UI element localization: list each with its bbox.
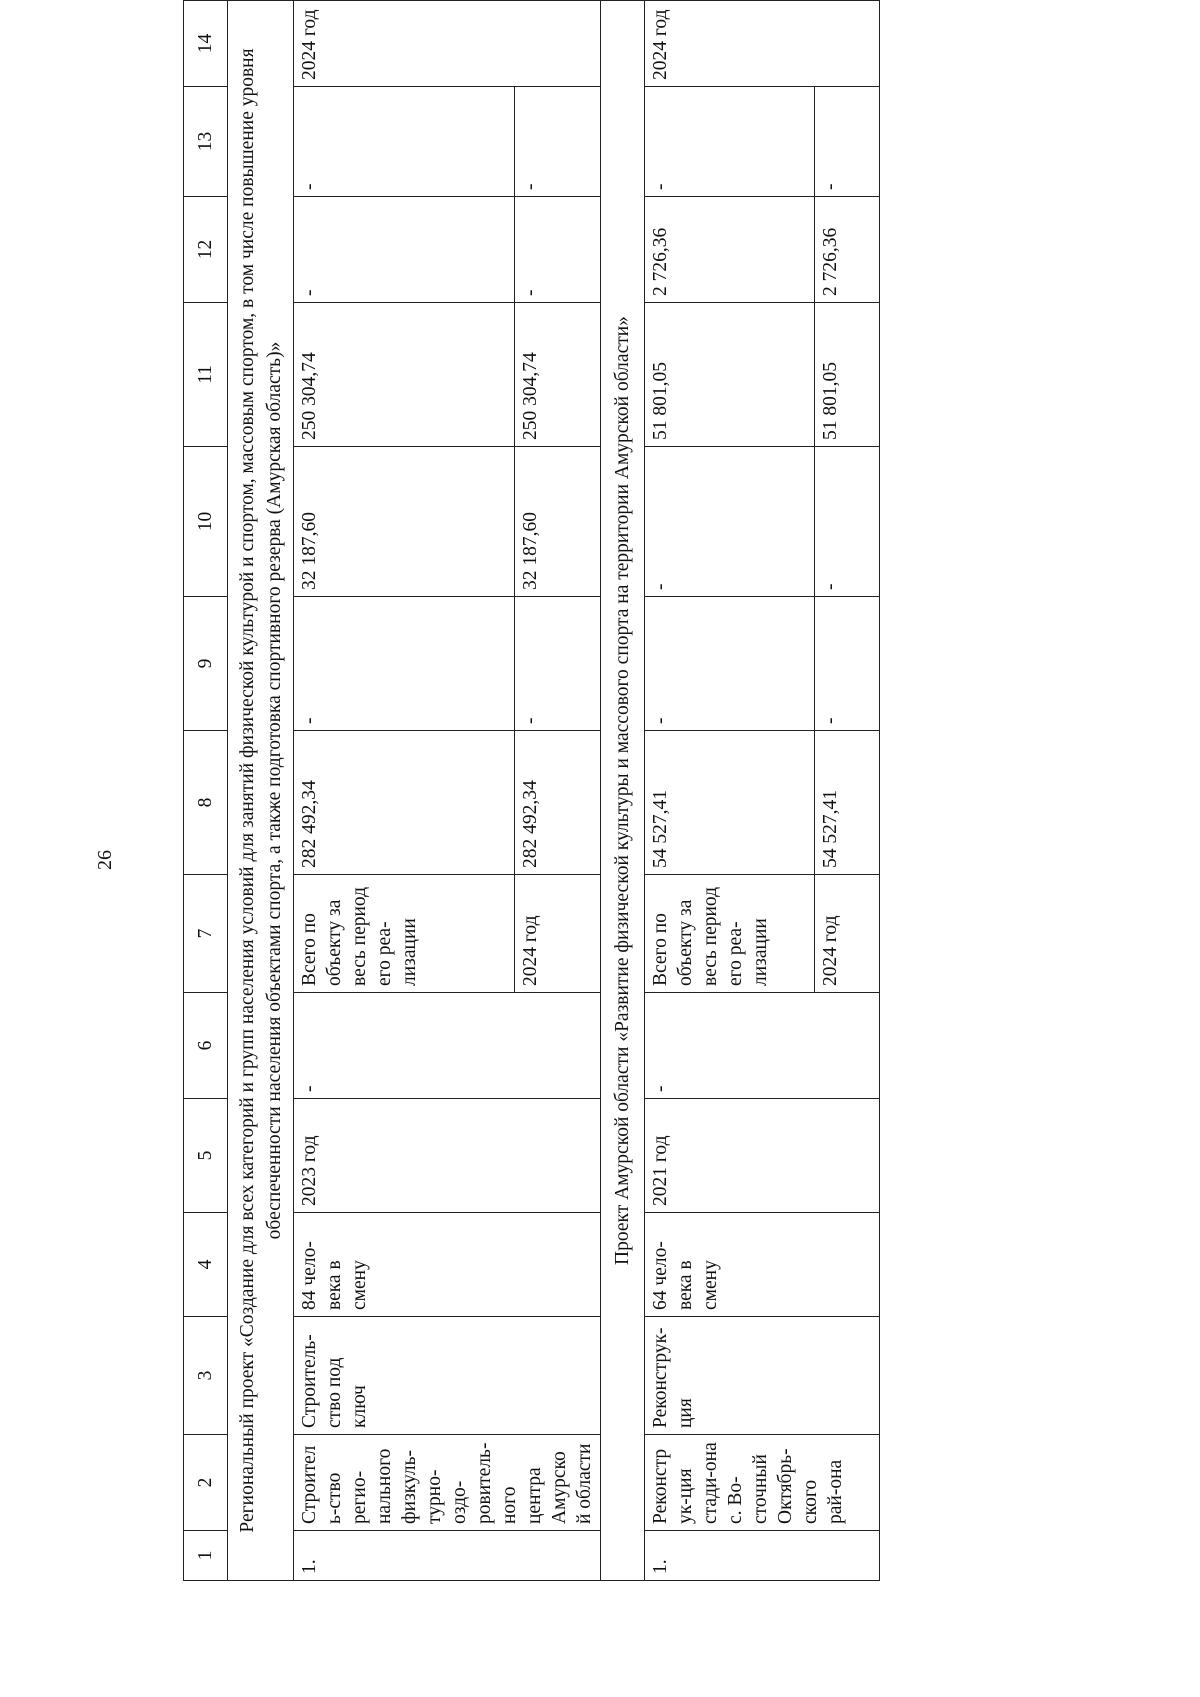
rotated-table-container [183, 9, 846, 1581]
total-col9: - [294, 597, 515, 731]
year-col8: 282 492,34 [515, 731, 601, 875]
table-row [645, 1, 815, 1581]
col-header-5: 5 [184, 1099, 228, 1213]
object-name: Реконструк-ция стади-она с. Во-сточный Октябрь-ского рай-она [645, 1435, 880, 1531]
work-type: Строитель-ство под ключ [294, 1317, 601, 1435]
col-header-12: 12 [184, 197, 228, 303]
year-end: 2024 год [294, 1, 601, 87]
col-header-1: 1 [184, 1531, 228, 1581]
col-header-9: 9 [184, 597, 228, 731]
year-col12: - [515, 197, 601, 303]
col-header-10: 10 [184, 447, 228, 597]
year-start: 2023 год [294, 1099, 601, 1213]
year-label: 2024 год [515, 875, 601, 993]
col-header-7: 7 [184, 875, 228, 993]
col-header-14: 14 [184, 1, 228, 87]
year-col9: - [515, 597, 601, 731]
header-row [184, 1, 228, 1581]
year-col11: 250 304,74 [515, 303, 601, 447]
col-header-11: 11 [184, 303, 228, 447]
total-col10: 32 187,60 [294, 447, 515, 597]
year-col11: 51 801,05 [815, 303, 880, 447]
col6-value: - [645, 993, 880, 1099]
total-col9: - [645, 597, 815, 731]
object-name: Строитель-ство регио-нального физкуль-турно-оздо-ровитель-ного центра Амурской области [294, 1435, 601, 1531]
row-number: 1. [294, 1531, 601, 1581]
objects-table [183, 0, 880, 1581]
total-col13: - [645, 87, 815, 197]
page-number: 26 [94, 850, 116, 870]
year-end: 2024 год [645, 1, 880, 87]
capacity: 64 чело-века в смену [645, 1213, 880, 1317]
total-col10: - [645, 447, 815, 597]
total-label: Всего по объекту за весь период его реа-лизации [294, 875, 515, 993]
total-col11: 250 304,74 [294, 303, 515, 447]
year-col12: 2 726,36 [815, 197, 880, 303]
col-header-3: 3 [184, 1317, 228, 1435]
section-title-amur: Проект Амурской области «Развитие физической культуры и массового спорта на территории Амурской области» [601, 1, 645, 1581]
total-col12: - [294, 197, 515, 303]
col-header-4: 4 [184, 1213, 228, 1317]
total-col13: - [294, 87, 515, 197]
col-header-8: 8 [184, 731, 228, 875]
total-col12: 2 726,36 [645, 197, 815, 303]
year-col8: 54 527,41 [815, 731, 880, 875]
work-type: Реконструк-ция [645, 1317, 880, 1435]
year-col13: - [815, 87, 880, 197]
year-col10: 32 187,60 [515, 447, 601, 597]
section-title-regional: Региональный проект «Создание для всех категорий и групп населения условий для занятий физической культурой и спортом, массовым спортом, в том числе повышение уровня обеспеченности населения объектами спорта, а также подготовка спортивного резерва (Амурская область)» [228, 1, 294, 1581]
row-number: 1. [645, 1531, 880, 1581]
section-title-row [228, 1, 294, 1581]
col-header-2: 2 [184, 1435, 228, 1531]
total-col8: 282 492,34 [294, 731, 515, 875]
total-label: Всего по объекту за весь период его реа-лизации [645, 875, 815, 993]
year-label: 2024 год [815, 875, 880, 993]
total-col8: 54 527,41 [645, 731, 815, 875]
section-title-row [601, 1, 645, 1581]
year-col13: - [515, 87, 601, 197]
col-header-6: 6 [184, 993, 228, 1099]
year-col9: - [815, 597, 880, 731]
col6-value: - [294, 993, 601, 1099]
year-start: 2021 год [645, 1099, 880, 1213]
capacity: 84 чело-века в смену [294, 1213, 601, 1317]
table-row [294, 1, 515, 1581]
year-col10: - [815, 447, 880, 597]
total-col11: 51 801,05 [645, 303, 815, 447]
col-header-13: 13 [184, 87, 228, 197]
